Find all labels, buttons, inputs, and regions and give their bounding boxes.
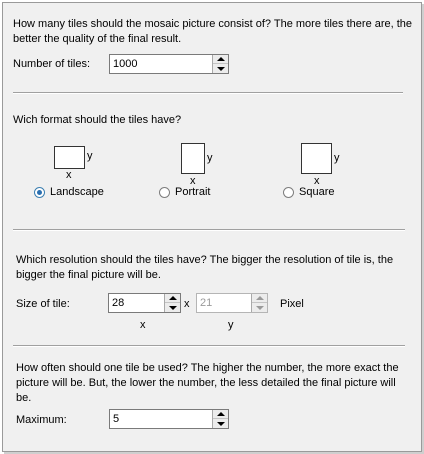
maximum-usage-increment-button[interactable]: [213, 410, 228, 419]
arrow-down-icon: [217, 67, 225, 71]
number-of-tiles-decrement-button[interactable]: [213, 64, 228, 73]
portrait-y-mark: y: [207, 152, 213, 164]
portrait-radio-label[interactable]: Portrait: [175, 186, 211, 198]
maximum-usage-value: 5: [113, 413, 120, 425]
arrow-up-icon: [256, 296, 264, 300]
mosaic-settings-panel: [2, 2, 422, 452]
landscape-x-mark: x: [66, 169, 72, 181]
usage-question: How often should one tile be used? The higher the number, the more exact the picture will be. But, the lower the number, the less detailed the final picture will be.: [16, 362, 399, 404]
landscape-radio[interactable]: [34, 187, 45, 198]
number-of-tiles-value: 1000: [113, 58, 138, 70]
tile-height-stepper: [196, 293, 268, 313]
landscape-radio-label[interactable]: Landscape: [50, 186, 104, 198]
separator-2: [13, 229, 405, 231]
portrait-shape-preview: [181, 143, 205, 174]
arrow-up-icon: [217, 57, 225, 61]
square-radio[interactable]: [283, 187, 294, 198]
pixel-unit-label: Pixel: [280, 298, 304, 310]
arrow-up-icon: [169, 296, 177, 300]
tile-width-spin-buttons: [164, 294, 180, 312]
tile-width-caption: x: [140, 319, 146, 331]
arrow-down-icon: [256, 306, 264, 310]
square-radio-label[interactable]: Square: [299, 186, 335, 198]
tile-width-increment-button[interactable]: [165, 294, 180, 303]
maximum-usage-decrement-button[interactable]: [213, 419, 228, 428]
tile-width-decrement-button[interactable]: [165, 303, 180, 312]
arrow-down-icon: [217, 422, 225, 426]
maximum-label: Maximum:: [16, 414, 67, 426]
square-x-mark: x: [314, 175, 320, 187]
portrait-x-mark: x: [190, 175, 196, 187]
landscape-shape-preview: [54, 146, 85, 169]
number-of-tiles-increment-button[interactable]: [213, 55, 228, 64]
arrow-up-icon: [217, 412, 225, 416]
tile-height-increment-button: [252, 294, 267, 303]
tile-height-value: 21: [200, 297, 213, 309]
resolution-question: Which resolution should the tiles have? The bigger the resolution of tile is, the bigger the final picture will be.: [16, 254, 394, 281]
separator-3: [13, 345, 405, 347]
number-of-tiles-label: Number of tiles:: [13, 58, 91, 70]
number-of-tiles-stepper[interactable]: [109, 54, 229, 74]
portrait-radio[interactable]: [159, 187, 170, 198]
size-of-tile-label: Size of tile:: [16, 298, 70, 310]
maximum-usage-spin-buttons: [212, 410, 228, 428]
tile-width-stepper[interactable]: [108, 293, 181, 313]
tile-height-spin-buttons: [251, 294, 267, 312]
tile-width-value: 28: [112, 297, 125, 309]
maximum-usage-stepper[interactable]: [109, 409, 229, 429]
number-of-tiles-spin-buttons: [212, 55, 228, 73]
square-y-mark: y: [334, 152, 340, 164]
arrow-down-icon: [169, 306, 177, 310]
format-question: Wich format should the tiles have?: [13, 114, 182, 126]
square-shape-preview: [301, 143, 332, 174]
separator-1: [13, 92, 403, 94]
landscape-y-mark: y: [87, 150, 93, 162]
tile-height-decrement-button: [252, 303, 267, 312]
dimension-times-sign: x: [184, 298, 190, 310]
tiles-question: How many tiles should the mosaic picture consist of? The more tiles there are, the better the quality of the final result.: [13, 18, 413, 45]
tile-height-caption: y: [228, 319, 234, 331]
